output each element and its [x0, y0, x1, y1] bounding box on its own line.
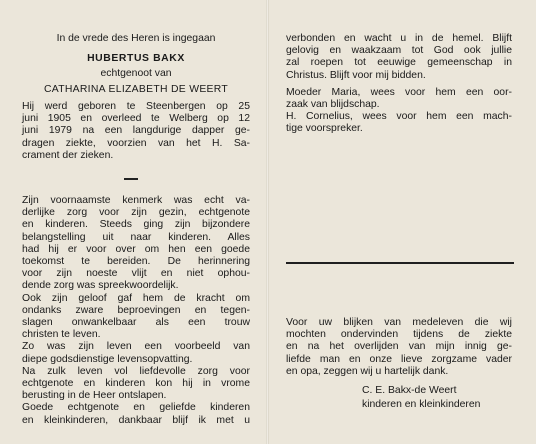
thanks-text [286, 317, 512, 378]
tribute-line: Goede echtgenote en geliefde kinderen [22, 402, 250, 414]
tribute-line: en kleinkinderen, dankbaar blijf ik met u [22, 414, 250, 426]
tribute-line: Zo was zijn leven een voorbeeld van [22, 341, 250, 353]
prayer-line: verbonden en wacht u in de hemel. Blijft [286, 33, 512, 44]
prayer-line: tige voorspreker. [286, 123, 363, 135]
tribute-line: ondanks zware beproevingen en tegen- [22, 304, 250, 316]
prayer-line: H. Cornelius, wees voor hem een mach- [286, 111, 512, 123]
tribute-text [22, 195, 250, 427]
thanks-line: mochten ondervinden tijdens de ziekte [286, 329, 512, 341]
bio-line: juni 1979 na een langdurige dapper ge- [22, 125, 250, 137]
tribute-line: Zijn voornaamste kenmerk was echt va- [22, 195, 250, 206]
thanks-line: liefde man en onze lieve zorgzame vader [286, 353, 512, 365]
tribute-line: had hij er voor over om hen een goede [22, 243, 250, 255]
tribute-line: dende zorg was spreekwoordelijk. [22, 280, 179, 292]
prayer-line: Moeder Maria, wees voor hem een oor- [286, 86, 512, 98]
prayer-line: gelovig en waakzaam tot God ook jullie [286, 45, 512, 57]
thanks-line: Voor uw blijken van medeleven die wij [286, 317, 512, 328]
tribute-line: slagen onwankelbaar als een trouw [22, 317, 250, 329]
bio-line: juni 1905 en overleed te Welberg op 12 [22, 113, 250, 125]
bio-line: crament der zieken. [22, 149, 114, 161]
prayer-line: zal roepen tot eeuwige gemeenschap in [286, 57, 512, 69]
biography [22, 101, 250, 162]
tribute-line: berusting in de Heer ontslapen. [22, 390, 167, 402]
spouse-name: CATHARINA ELIZABETH DE WEERT [43, 84, 229, 95]
bio-line: dragen ziekte, voorzien van het H. Sa- [22, 137, 250, 149]
tribute-line: diepe godsdienstige levensopvatting. [22, 353, 193, 365]
tribute-line: toekomst te bereiden. De herinnering [22, 256, 250, 268]
deceased-name: HUBERTUS BAKX [87, 53, 185, 64]
signature-family: kinderen en kleinkinderen [362, 399, 481, 410]
separator-rule [286, 262, 514, 264]
prayer-line: zaak van blijdschap. [286, 99, 380, 111]
thanks-line: en na het overlijden van mijn innig ge- [286, 341, 512, 353]
tribute-line: voor zijn noeste vlijt en niet ophou- [22, 268, 250, 280]
tribute-line: echtgenote en kinderen kon hij in vrome [22, 378, 250, 390]
tribute-line: en kinderen. Steeds ging zijn bijzondere [22, 219, 250, 231]
tribute-line: christen te leven. [22, 329, 101, 341]
tribute-line: Na zulk leven vol liefdevolle zorg voor [22, 365, 250, 377]
separator-dash [124, 178, 138, 180]
tribute-line: belangstelling uit naar kinderen. Alles [22, 231, 250, 243]
bio-line: Hij werd geboren te Steenbergen op 25 [22, 101, 250, 112]
thanks-line: en opa, zeggen wij u hartelijk dank. [286, 365, 449, 377]
prayer-line: Christus. Blijft voor mij bidden. [286, 69, 426, 81]
signature-name: C. E. Bakx-de Weert [362, 385, 457, 396]
card-fold [266, 0, 269, 444]
relation-line: echtgenoot van [100, 68, 172, 79]
prayer-text [286, 33, 512, 136]
intro-line: In de vrede des Heren is ingegaan [56, 33, 216, 44]
tribute-line: derlijke zorg voor zijn gezin, echtgenote [22, 207, 250, 219]
tribute-line: Ook zijn geloof gaf hem de kracht om [22, 292, 250, 304]
